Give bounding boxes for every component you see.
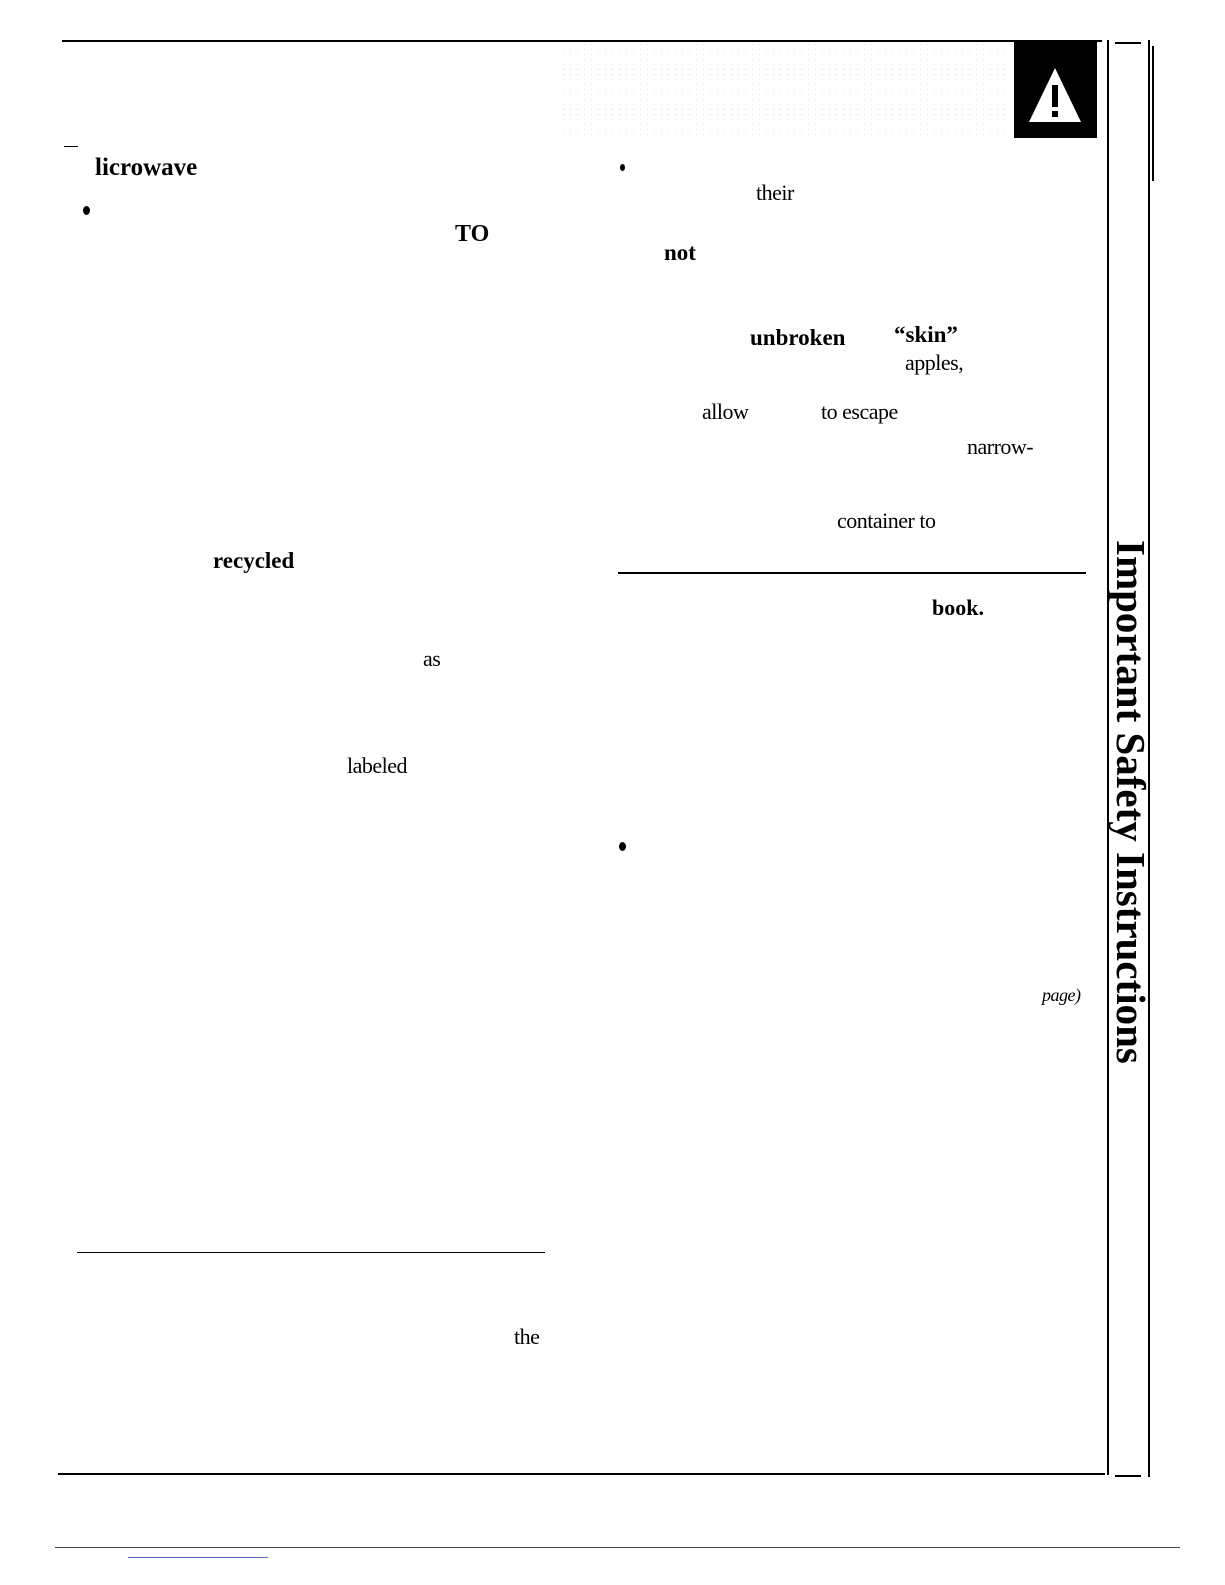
- bullet: [620, 164, 625, 171]
- heading-dash: [64, 146, 78, 147]
- section-heading: licrowave: [95, 154, 198, 181]
- text-fragment: allow: [702, 399, 749, 424]
- left-section-rule: [77, 1252, 545, 1253]
- text-fragment: TO: [455, 221, 490, 247]
- warning-icon: [1014, 41, 1097, 138]
- text-fragment: apples,: [905, 350, 964, 375]
- text-fragment: the: [514, 1324, 540, 1349]
- bullet: [619, 842, 626, 851]
- sidebar-top-tick: [1115, 42, 1141, 44]
- text-fragment: unbroken: [750, 325, 846, 350]
- sidebar-title: Important Safety Instructions: [1108, 540, 1154, 1064]
- bottom-rule: [58, 1473, 1105, 1475]
- scan-noise: [560, 42, 1005, 137]
- footer-link-underline: [128, 1557, 268, 1558]
- right-section-rule: [618, 572, 1086, 574]
- text-fragment: recycled: [213, 548, 295, 573]
- sidebar-bottom-tick: [1115, 1475, 1141, 1477]
- text-fragment: container to: [837, 508, 936, 533]
- text-fragment: as: [423, 646, 441, 671]
- footer-rule: [55, 1547, 1180, 1548]
- text-fragment: their: [756, 180, 794, 205]
- text-fragment: labeled: [347, 753, 408, 778]
- text-fragment: page): [1042, 985, 1081, 1005]
- text-fragment: narrow-: [967, 434, 1034, 459]
- text-fragment: not: [664, 240, 696, 265]
- corner-mark: [1152, 46, 1154, 181]
- text-fragment: “skin”: [894, 322, 958, 347]
- text-fragment: book.: [932, 595, 984, 620]
- text-fragment: to escape: [821, 399, 898, 424]
- bullet: [83, 206, 90, 215]
